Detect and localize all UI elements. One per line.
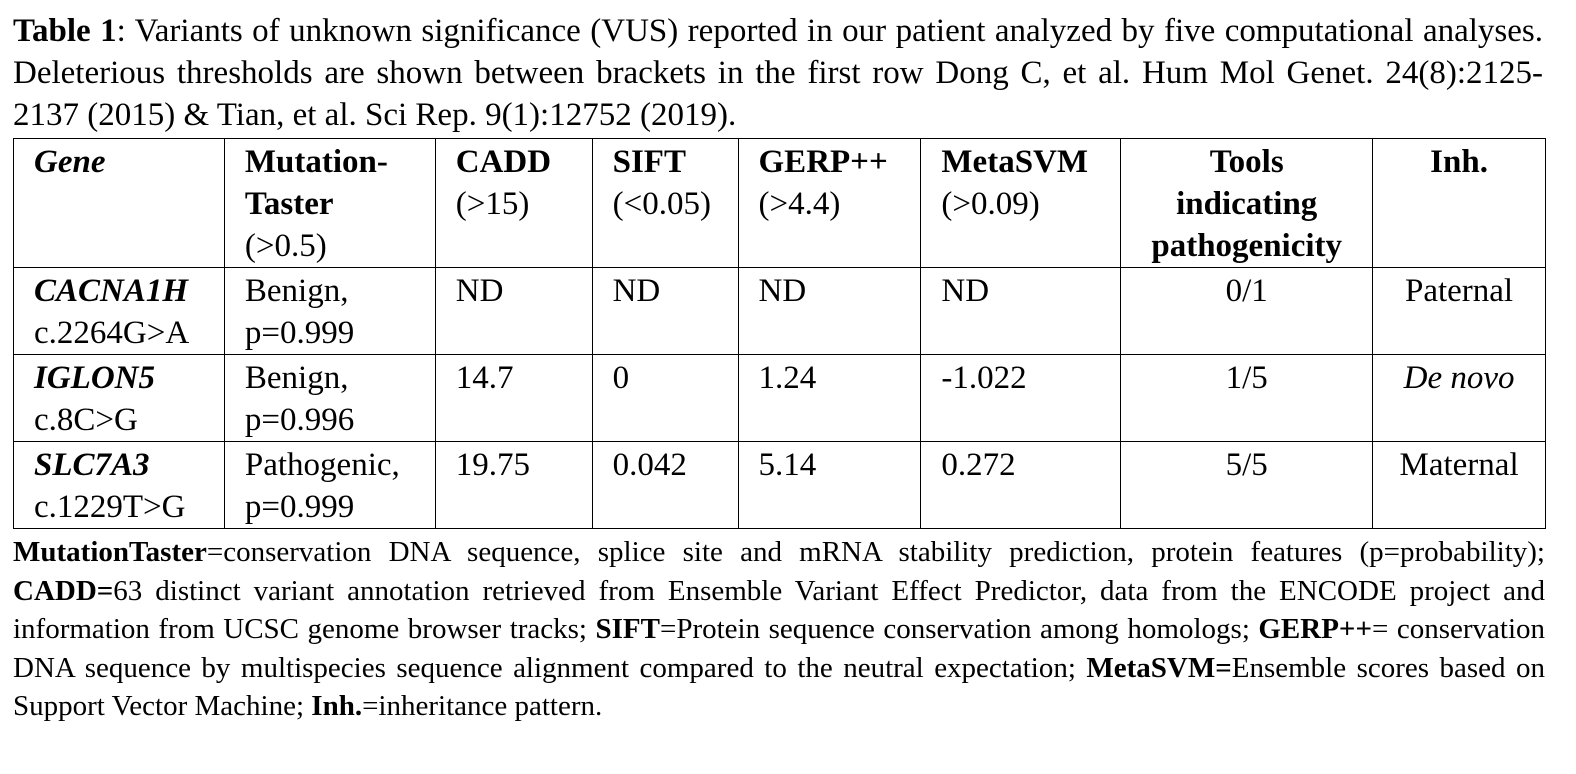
footnote-term: Inh.	[311, 690, 363, 722]
cadd-cell: 19.75	[435, 442, 592, 529]
mutation-taster-cell: Benign, p=0.999	[224, 268, 435, 355]
header-gerp: GERP++ (>4.4)	[738, 139, 921, 268]
caption-text: : Variants of unknown significance (VUS) reported in our patient analyzed by five computational analyses. Deleterious thresholds are shown between brackets in the first row Dong C, et al. Hum Mol Genet. 24(8):2125-2137 (2015) & Tian, et al. Sci Rep. 9(1):12752 (2019).	[13, 13, 1543, 133]
gene-name: IGLON5	[34, 360, 155, 396]
inheritance-cell: Maternal	[1373, 442, 1546, 529]
footnote-definition: 63 distinct variant annotation retrieved from Ensemble Variant Effect Predictor, data from the ENCODE project and information from UCSC genome browser tracks;	[13, 574, 1545, 645]
table-footnote	[13, 533, 1545, 726]
gene-name: CACNA1H	[34, 273, 189, 309]
mutation-taster-cell: Pathogenic, p=0.999	[224, 442, 435, 529]
footnote-definition: Ensemble scores based on Support Vector Machine;	[13, 651, 1546, 722]
gene-cell	[14, 268, 225, 355]
inheritance-cell: De novo	[1373, 355, 1546, 442]
gene-name: SLC7A3	[34, 447, 150, 483]
gene-cell	[14, 442, 225, 529]
cadd-cell: 14.7	[435, 355, 592, 442]
footnote-term: GERP++	[1258, 613, 1372, 645]
metasvm-cell: -1.022	[921, 355, 1121, 442]
gene-cell	[14, 355, 225, 442]
footnote-term: CADD=	[13, 574, 114, 607]
sift-cell: 0	[592, 355, 738, 442]
caption-label: Table 1	[13, 13, 117, 49]
inheritance-cell: Paternal	[1373, 268, 1546, 355]
table-caption	[13, 10, 1543, 136]
header-cadd: CADD (>15)	[435, 139, 592, 268]
tools-cell: 0/1	[1121, 268, 1373, 355]
metasvm-cell: ND	[921, 268, 1121, 355]
footnote-definition: =conservation DNA sequence, splice site and mRNA stability prediction, protein features (p=probability);	[206, 536, 1545, 568]
sift-cell: 0.042	[592, 442, 738, 529]
header-row	[14, 139, 1546, 268]
footnote-definition: =Protein sequence conservation among homologs;	[659, 613, 1259, 645]
header-mutation-taster: Mutation- Taster (>0.5)	[224, 139, 435, 268]
footnote-term: MetaSVM=	[1086, 651, 1232, 684]
tools-cell: 5/5	[1121, 442, 1373, 529]
mutation-taster-cell: Benign, p=0.996	[224, 355, 435, 442]
vus-table	[13, 138, 1546, 529]
header-tools: Tools indicating pathogenicity	[1121, 139, 1373, 268]
sift-cell: ND	[592, 268, 738, 355]
header-metasvm: MetaSVM (>0.09)	[921, 139, 1121, 268]
metasvm-cell: 0.272	[921, 442, 1121, 529]
tools-cell: 1/5	[1121, 355, 1373, 442]
table-row	[14, 268, 1546, 355]
header-inheritance: Inh.	[1373, 139, 1546, 268]
cadd-cell: ND	[435, 268, 592, 355]
footnote-term: MutationTaster	[13, 536, 207, 568]
table-row	[14, 442, 1546, 529]
table-row	[14, 355, 1546, 442]
variant: c.1229T>G	[34, 489, 186, 525]
footnote-definition: = conservation DNA sequence by multispecies sequence alignment compared to the neutral expectation;	[13, 613, 1545, 684]
header-sift: SIFT (<0.05)	[592, 139, 738, 268]
header-gene: Gene	[14, 139, 225, 268]
footnote-definition: =inheritance pattern.	[362, 690, 603, 722]
variant: c.2264G>A	[34, 315, 190, 351]
gerp-cell: ND	[738, 268, 921, 355]
footnote-term: SIFT	[595, 613, 660, 645]
variant: c.8C>G	[34, 402, 138, 438]
gerp-cell: 5.14	[738, 442, 921, 529]
gerp-cell: 1.24	[738, 355, 921, 442]
